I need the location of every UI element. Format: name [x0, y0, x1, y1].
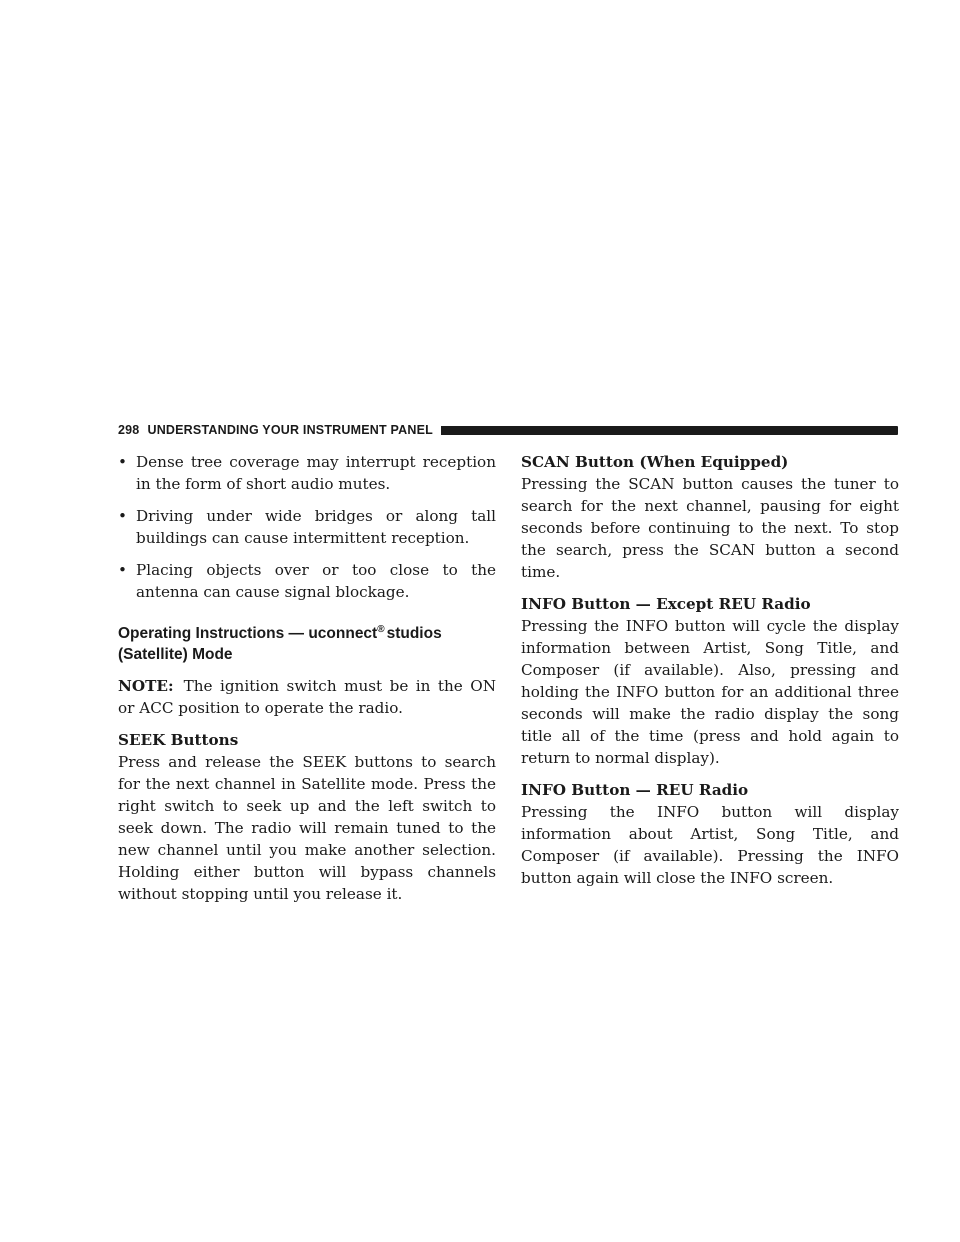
- section-heading-part: Operating Instructions — uconnect: [118, 625, 378, 643]
- scan-heading: SCAN Button (When Equipped): [521, 453, 789, 471]
- note-text: The ignition switch must be in the ON or ACC position to operate the radio.: [118, 677, 496, 718]
- seek-paragraph: Press and release the SEEK buttons to search for the next channel in Satellite mode. Press the right switch to seek up and the left switch to seek down. The radio will remain tuned to the new channel until you make another selection. Holding either button will bypass channels without stopping until you release it.: [118, 753, 496, 904]
- note-label: NOTE:: [118, 677, 174, 696]
- bullet-icon: •: [118, 453, 127, 471]
- bullet-text: Placing objects over or too close to the antenna can cause signal blockage.: [136, 561, 496, 601]
- bullet-text: Driving under wide bridges or along tall buildings can cause intermittent reception.: [136, 507, 496, 547]
- info-except-reu-heading: INFO Button — Except REU Radio: [521, 595, 811, 613]
- header-rule: [441, 426, 898, 435]
- page-header: [118, 421, 898, 439]
- bullet-item: [118, 505, 496, 549]
- bullet-item: [118, 451, 496, 495]
- note-paragraph: [118, 675, 496, 719]
- scan-paragraph: Pressing the SCAN button causes the tuner to search for the next channel, pausing for eight seconds before continuing to the next. To stop the search, press the SCAN button a second time.: [521, 475, 899, 581]
- seek-heading: SEEK Buttons: [118, 731, 239, 750]
- bullet-icon: •: [118, 561, 127, 579]
- section-heading-part: studios: [386, 625, 442, 643]
- bullet-item: [118, 559, 496, 603]
- bullet-icon: •: [118, 507, 127, 525]
- info-except-reu-paragraph: Pressing the INFO button will cycle the display information between Artist, Song Title, and Composer (if available). Also, pressing and holding the INFO button for an additional three seconds will make the radio display the song title all of the time (press and hold again to return to normal display).: [521, 617, 899, 767]
- info-reu-heading: INFO Button — REU Radio: [521, 781, 749, 799]
- section-running-title: UNDERSTANDING YOUR INSTRUMENT PANEL: [147, 423, 433, 437]
- info-reu-paragraph: Pressing the INFO button will display information about Artist, Song Title, and Composer (if available). Pressing the INFO button again will close the INFO screen.: [521, 803, 899, 887]
- section-heading: [118, 619, 496, 665]
- bullet-text: Dense tree coverage may interrupt reception in the form of short audio mutes.: [136, 453, 496, 493]
- section-heading-part: (Satellite) Mode: [118, 646, 233, 664]
- left-column: [118, 451, 496, 915]
- registered-mark: ®: [377, 624, 385, 635]
- right-column: [521, 451, 899, 899]
- page-number: 298: [118, 423, 140, 437]
